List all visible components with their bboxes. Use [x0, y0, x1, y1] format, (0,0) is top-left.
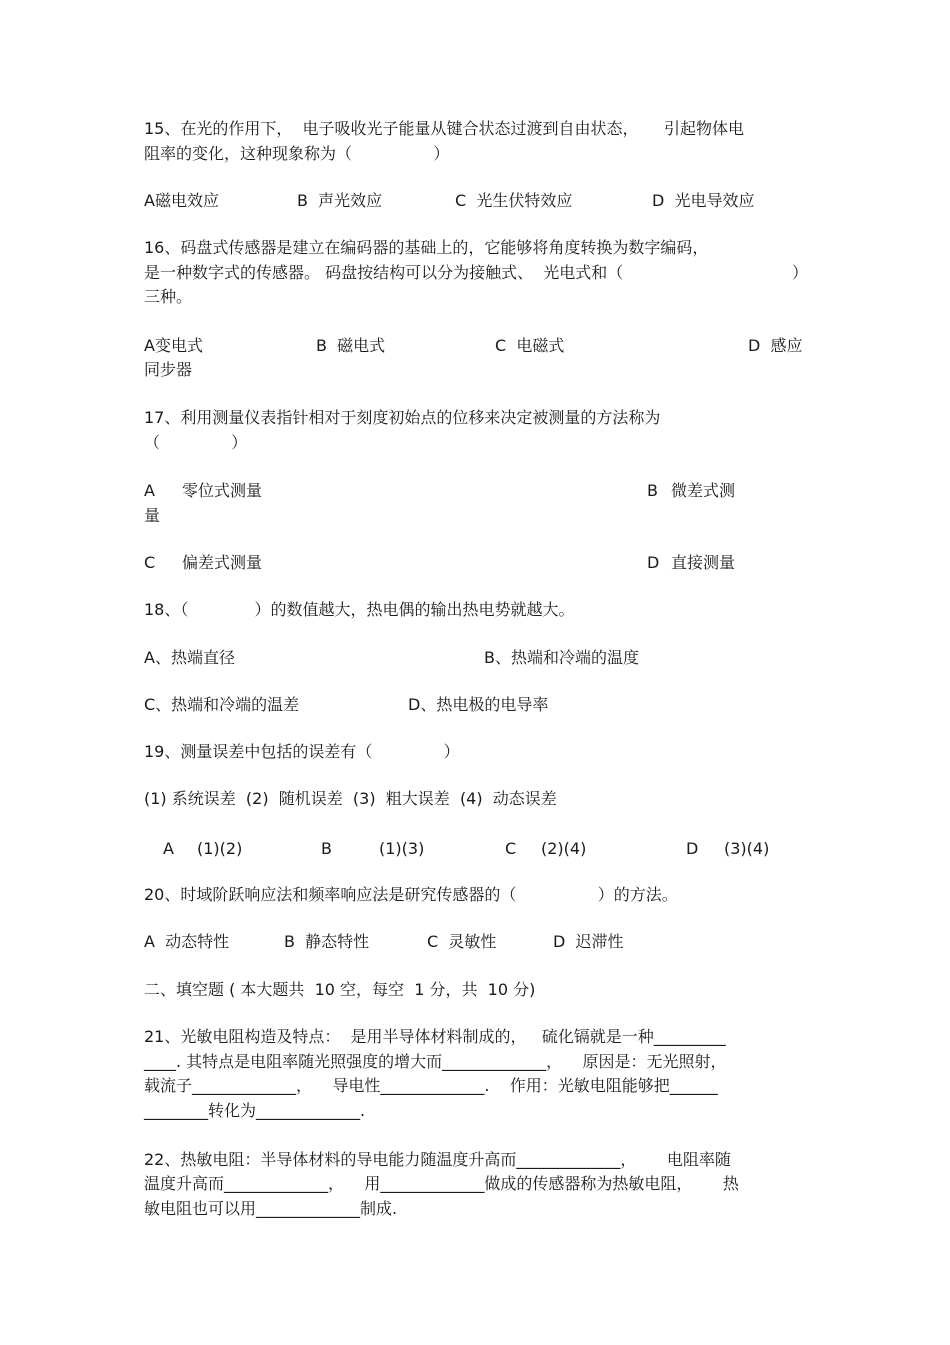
q16-option-d: D 感应	[748, 336, 803, 355]
q22-line-1: 22、热敏电阻：半导体材料的导电能力随温度升高而_____________， 电阻率随	[144, 1150, 731, 1169]
q20-option-b: B 静态特性	[284, 932, 370, 951]
q19-option-b-letter: B	[321, 839, 332, 858]
q16-option-b: B 磁电式	[316, 336, 386, 355]
q18-option-d: D、热电极的电导率	[408, 695, 549, 714]
q15-option-b: B 声光效应	[297, 191, 383, 210]
q20-option-c: C 灵敏性	[427, 932, 497, 951]
q17-option-c-text: 偏差式测量	[182, 553, 263, 572]
q16-line-2-end: ）	[792, 263, 809, 282]
q22-line-2: 温度升高而_____________， 用_____________做成的传感器称为热敏电阻， 热	[144, 1174, 739, 1193]
q16-option-d-continued: 同步器	[144, 360, 193, 379]
q15-option-a: A磁电效应	[144, 191, 219, 210]
q21-line-1: 21、光敏电阻构造及特点： 是用半导体材料制成的， 硫化镉就是一种_________	[144, 1027, 726, 1046]
q15-line-2: 阻率的变化，这种现象称为（ ）	[144, 144, 450, 163]
q18-option-a: A、热端直径	[144, 648, 235, 667]
q17-option-b-continued: 量	[144, 506, 161, 525]
q19-option-d-text: (3)(4)	[724, 839, 770, 858]
q19-option-c-text: (2)(4)	[541, 839, 587, 858]
q16-line-2: 是一种数字式的传感器。 码盘按结构可以分为接触式、 光电式和（	[144, 263, 624, 282]
q17-option-b-letter: B	[647, 481, 658, 500]
q17-line-2: （ ）	[144, 433, 248, 452]
q15-option-d: D 光电导效应	[652, 191, 755, 210]
q18-option-b: B、热端和冷端的温度	[484, 648, 639, 667]
q21-line-4: ________转化为_____________.	[144, 1101, 366, 1120]
q18-option-c: C、热端和冷端的温差	[144, 695, 300, 714]
q17-option-d-text: 直接测量	[671, 553, 736, 572]
q17-option-a-text: 零位式测量	[182, 481, 263, 500]
q19-option-b-text: (1)(3)	[379, 839, 425, 858]
q17-option-c-letter: C	[144, 553, 156, 572]
q19-line-1: 19、测量误差中包括的误差有（ ）	[144, 742, 460, 761]
section-2-title: 二、填空题 ( 本大题共 10 空，每空 1 分，共 10 分)	[144, 980, 536, 999]
q19-option-c-letter: C	[505, 839, 517, 858]
q19-option-a-letter: A	[163, 839, 174, 858]
q19-items: (1) 系统误差 (2) 随机误差 (3) 粗大误差 (4) 动态误差	[144, 789, 557, 808]
q16-option-c: C 电磁式	[495, 336, 565, 355]
q21-line-3: 载流子_____________， 导电性_____________. 作用：光敏电阻能够把______	[144, 1076, 718, 1095]
q15-line-1: 15、在光的作用下， 电子吸收光子能量从键合状态过渡到自由状态， 引起物体电	[144, 119, 744, 138]
q15-option-c: C 光生伏特效应	[455, 191, 573, 210]
q20-line-1: 20、时域阶跃响应法和频率响应法是研究传感器的（ ）的方法。	[144, 885, 678, 904]
q20-option-a: A 动态特性	[144, 932, 230, 951]
q18-line-1: 18、（ ）的数值越大，热电偶的输出热电势就越大。	[144, 600, 575, 619]
q19-option-d-letter: D	[686, 839, 699, 858]
q21-line-2: ____. 其特点是电阻率随光照强度的增大而_____________， 原因是：无光照射，	[144, 1052, 727, 1071]
q19-option-a-text: (1)(2)	[197, 839, 243, 858]
q17-option-d-letter: D	[647, 553, 660, 572]
q17-option-b-text: 微差式测	[671, 481, 736, 500]
q17-line-1: 17、利用测量仪表指针相对于刻度初始点的位移来决定被测量的方法称为	[144, 408, 661, 427]
q16-option-a: A变电式	[144, 336, 203, 355]
q16-line-1: 16、码盘式传感器是建立在编码器的基础上的，它能够将角度转换为数字编码，	[144, 238, 709, 257]
q16-line-3: 三种。	[144, 287, 193, 306]
q20-option-d: D 迟滞性	[553, 932, 624, 951]
q22-line-3: 敏电阻也可以用_____________制成.	[144, 1199, 398, 1218]
q17-option-a-letter: A	[144, 481, 155, 500]
